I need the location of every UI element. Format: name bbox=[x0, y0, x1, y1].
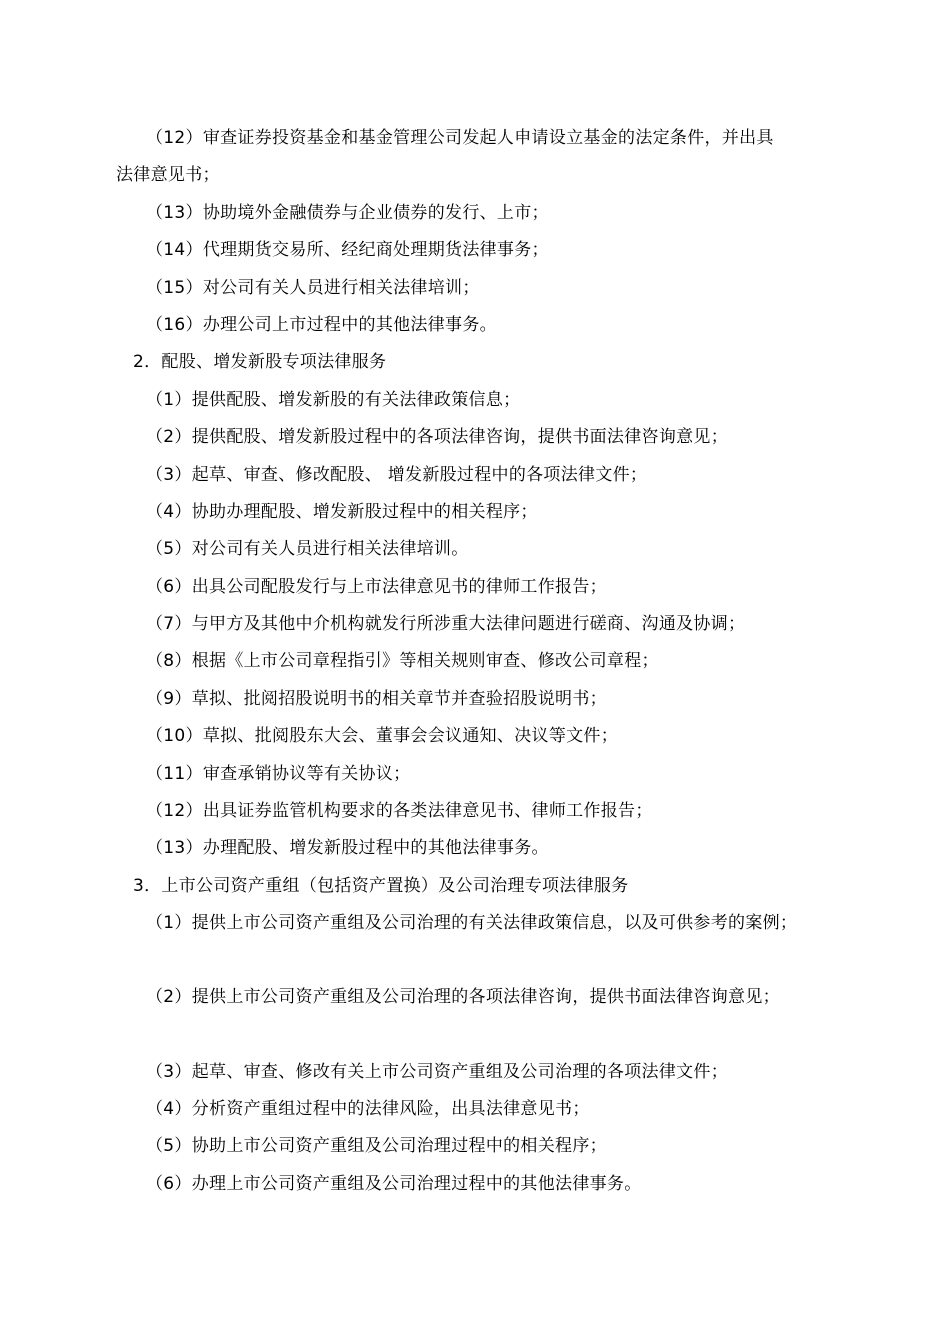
item-s1-14: （14）代理期货交易所、经纪商处理期货法律事务； bbox=[146, 240, 549, 260]
item-s1-15: （15）对公司有关人员进行相关法律培训； bbox=[146, 278, 480, 298]
item-s2-1: （1）提供配股、增发新股的有关法律政策信息； bbox=[146, 390, 521, 410]
item-s2-7: （7）与甲方及其他中介机构就发行所涉重大法律问题进行磋商、沟通及协调； bbox=[146, 614, 746, 634]
item-s2-11: （11）审查承销协议等有关协议； bbox=[146, 764, 411, 784]
item-s3-4: （4）分析资产重组过程中的法律风险，出具法律意见书； bbox=[146, 1099, 590, 1119]
item-s2-13: （13）办理配股、增发新股过程中的其他法律事务。 bbox=[146, 838, 549, 858]
item-s2-12: （12）出具证券监管机构要求的各类法律意见书、律师工作报告； bbox=[146, 801, 653, 821]
item-s3-6: （6）办理上市公司资产重组及公司治理过程中的其他法律事务。 bbox=[146, 1174, 642, 1194]
item-s2-6: （6）出具公司配股发行与上市法律意见书的律师工作报告； bbox=[146, 577, 607, 597]
item-s2-10: （10）草拟、批阅股东大会、董事会会议通知、决议等文件； bbox=[146, 726, 619, 746]
item-s2-9: （9）草拟、批阅招股说明书的相关章节并查验招股说明书； bbox=[146, 689, 607, 709]
item-s1-13: （13）协助境外金融债券与企业债券的发行、上市； bbox=[146, 203, 549, 223]
item-s3-1: （1）提供上市公司资产重组及公司治理的有关法律政策信息，以及可供参考的案例； bbox=[146, 913, 798, 933]
item-s1-12-cont: 法律意见书； bbox=[116, 165, 220, 185]
item-s1-16: （16）办理公司上市过程中的其他法律事务。 bbox=[146, 315, 497, 335]
section-3-heading: 3．上市公司资产重组（包括资产置换）及公司治理专项法律服务 bbox=[133, 876, 629, 896]
item-s2-3: （3）起草、审查、修改配股、 增发新股过程中的各项法律文件； bbox=[146, 465, 648, 485]
item-s2-4: （4）协助办理配股、增发新股过程中的相关程序； bbox=[146, 502, 538, 522]
item-s2-5: （5）对公司有关人员进行相关法律培训。 bbox=[146, 539, 469, 559]
item-s3-3: （3）起草、审查、修改有关上市公司资产重组及公司治理的各项法律文件； bbox=[146, 1062, 729, 1082]
item-s3-5: （5）协助上市公司资产重组及公司治理过程中的相关程序； bbox=[146, 1136, 607, 1156]
item-s1-12: （12）审查证券投资基金和基金管理公司发起人申请设立基金的法定条件，并出具 bbox=[146, 128, 774, 148]
item-s2-8: （8）根据《上市公司章程指引》等相关规则审查、修改公司章程； bbox=[146, 651, 659, 671]
section-2-heading: 2．配股、增发新股专项法律服务 bbox=[133, 352, 387, 372]
item-s3-2: （2）提供上市公司资产重组及公司治理的各项法律咨询，提供书面法律咨询意见； bbox=[146, 987, 780, 1007]
item-s2-2: （2）提供配股、增发新股过程中的各项法律咨询，提供书面法律咨询意见； bbox=[146, 427, 729, 447]
